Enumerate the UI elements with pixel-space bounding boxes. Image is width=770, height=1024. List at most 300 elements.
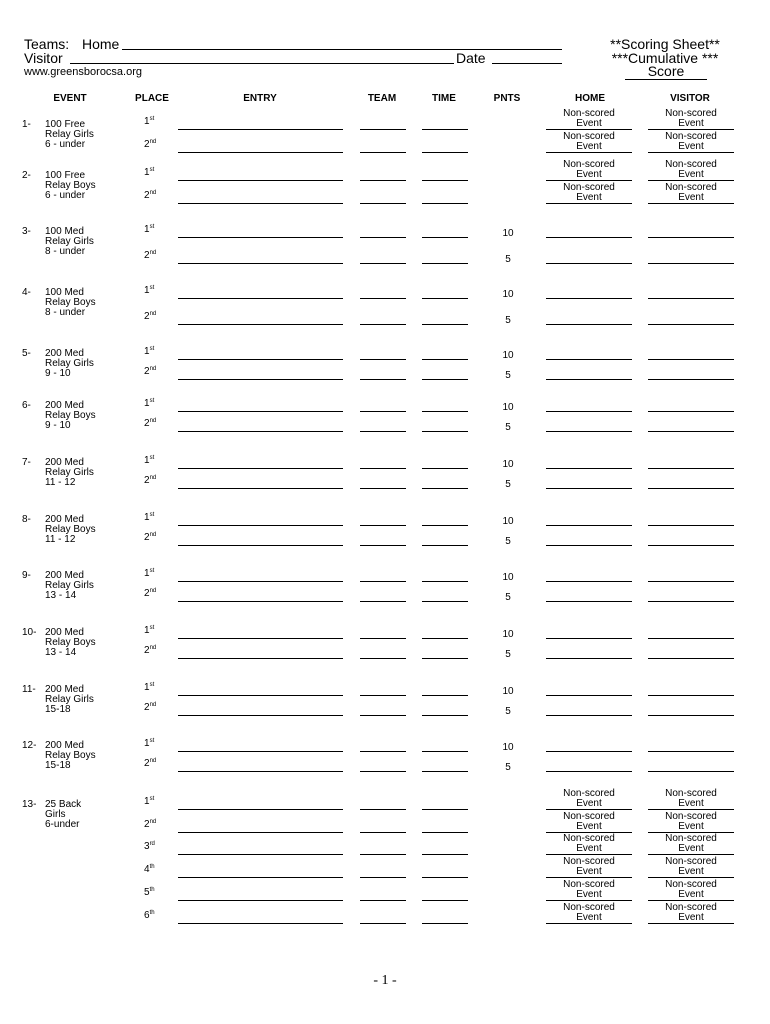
place-number: 2 [144,418,150,429]
time-field[interactable] [422,715,468,716]
home-team-field[interactable] [122,49,562,50]
home-score-field[interactable] [546,638,632,639]
place-label [144,139,156,150]
event-name-line: 200 Med [45,457,84,468]
home-score-field[interactable] [546,379,632,380]
place-label [144,887,155,898]
place-number: 1 [144,346,150,357]
entry-field[interactable] [178,525,343,526]
home-score-field[interactable] [546,431,632,432]
time-field[interactable] [422,379,468,380]
event-name-line: 8 - under [45,246,86,257]
time-field[interactable] [422,545,468,546]
visitor-nonscored-line1: Non-scored [665,131,717,142]
place-suffix: nd [149,190,157,196]
home-nonscored-line1: Non-scored [563,833,615,844]
team-field[interactable] [360,379,406,380]
entry-field[interactable] [178,263,343,264]
visitor-nonscored-line2: Event [678,912,704,923]
entry-field[interactable] [178,237,343,238]
time-field[interactable] [422,468,468,469]
date-field[interactable] [492,63,562,64]
event-number: 11- [22,684,36,695]
entry-field[interactable] [178,180,343,181]
points-value: 5 [505,536,511,547]
time-field[interactable] [422,809,468,810]
team-field[interactable] [360,545,406,546]
home-nonscored-line2: Event [576,843,602,854]
place-number: 2 [144,532,150,543]
team-field[interactable] [360,203,406,204]
visitor-score-field[interactable] [648,809,734,810]
visitor-nonscored-line1: Non-scored [665,811,717,822]
event-name-line: 200 Med [45,570,84,581]
visitor-nonscored-line2: Event [678,843,704,854]
visitor-score-field[interactable] [648,854,734,855]
event-number: 12- [22,740,37,751]
home-nonscored-line2: Event [576,889,602,900]
team-field[interactable] [360,658,406,659]
event-number: 2- [22,170,31,181]
event-name-line: 100 Free [45,119,86,130]
event-name-line: Relay Boys [45,524,96,535]
place-number: 1 [144,682,150,693]
entry-field[interactable] [178,809,343,810]
place-label [144,645,156,656]
visitor-score-field[interactable] [648,771,734,772]
event-name-line: 9 - 10 [45,420,71,431]
team-field[interactable] [360,324,406,325]
place-suffix: nd [149,475,157,481]
points-value: 10 [502,402,514,413]
place-number: 2 [144,139,150,150]
col-visitor: VISITOR [670,93,710,104]
visitor-nonscored-line2: Event [678,169,704,180]
visitor-score-field[interactable] [648,900,734,901]
place-suffix: st [149,346,155,352]
event-name-line: 6 - under [45,190,86,201]
team-field[interactable] [360,809,406,810]
time-field[interactable] [422,771,468,772]
place-suffix: st [149,796,155,802]
team-field[interactable] [360,263,406,264]
time-field[interactable] [422,359,468,360]
place-number: 2 [144,588,150,599]
place-suffix: nd [149,819,157,825]
team-field[interactable] [360,488,406,489]
place-label [144,864,155,875]
place-label [144,702,156,713]
points-value: 10 [502,289,514,300]
team-field[interactable] [360,431,406,432]
place-number: 1 [144,224,150,235]
visitor-score-field[interactable] [648,601,734,602]
visitor-score-field[interactable] [648,751,734,752]
visitor-score-field[interactable] [648,525,734,526]
event-name-line: 15-18 [45,704,71,715]
home-score-field[interactable] [546,923,632,924]
event-number: 4- [22,287,31,298]
time-field[interactable] [422,180,468,181]
points-value: 10 [502,228,514,239]
place-suffix: nd [149,588,157,594]
place-number: 1 [144,625,150,636]
home-score-field[interactable] [546,900,632,901]
place-label [144,796,154,807]
home-score-field[interactable] [546,411,632,412]
place-number: 2 [144,475,150,486]
points-value: 5 [505,649,511,660]
visitor-score-field[interactable] [648,638,734,639]
visitor-nonscored-line2: Event [678,889,704,900]
team-field[interactable] [360,581,406,582]
entry-field[interactable] [178,411,343,412]
visitor-score-field[interactable] [648,359,734,360]
place-label [144,910,155,921]
visitor-score-field[interactable] [648,488,734,489]
place-number: 1 [144,398,150,409]
team-field[interactable] [360,900,406,901]
entry-field[interactable] [178,854,343,855]
home-score-field[interactable] [546,237,632,238]
visitor-score-field[interactable] [648,877,734,878]
home-score-field[interactable] [546,751,632,752]
entry-field[interactable] [178,601,343,602]
event-number: 9- [22,570,31,581]
entry-field[interactable] [178,715,343,716]
entry-field[interactable] [178,832,343,833]
time-field[interactable] [422,488,468,489]
page-number: - 1 - [373,973,397,988]
time-field[interactable] [422,923,468,924]
entry-field[interactable] [178,581,343,582]
place-suffix: nd [149,139,157,145]
event-name-line: 13 - 14 [45,590,77,601]
entry-field[interactable] [178,877,343,878]
visitor-nonscored-line2: Event [678,192,704,203]
entry-field[interactable] [178,152,343,153]
team-field[interactable] [360,854,406,855]
place-label [144,512,154,523]
place-number: 1 [144,167,150,178]
time-field[interactable] [422,263,468,264]
time-field[interactable] [422,877,468,878]
event-name-line: 100 Med [45,226,84,237]
place-label [144,532,156,543]
visitor-score-field[interactable] [648,715,734,716]
place-number: 1 [144,568,150,579]
team-field[interactable] [360,638,406,639]
time-field[interactable] [422,431,468,432]
entry-field[interactable] [178,298,343,299]
home-score-field[interactable] [546,695,632,696]
home-score-field[interactable] [546,581,632,582]
visitor-score-field[interactable] [648,180,734,181]
visitor-nonscored-line2: Event [678,866,704,877]
visitor-score-field[interactable] [648,468,734,469]
place-label [144,738,154,749]
event-name-line: Relay Girls [45,129,94,140]
entry-field[interactable] [178,359,343,360]
home-score-field[interactable] [546,601,632,602]
event-name-line: 11 - 12 [45,534,76,545]
time-field[interactable] [422,638,468,639]
team-field[interactable] [360,715,406,716]
event-name-line: 100 Free [45,170,86,181]
event-name-line: 200 Med [45,514,84,525]
visitor-score-field[interactable] [648,379,734,380]
visitor-nonscored-line1: Non-scored [665,108,717,119]
place-label [144,455,154,466]
visitor-score-field[interactable] [648,581,734,582]
home-nonscored-line1: Non-scored [563,811,615,822]
event-name-line: 200 Med [45,740,84,751]
place-number: 1 [144,116,150,127]
time-field[interactable] [422,324,468,325]
visitor-nonscored-line1: Non-scored [665,833,717,844]
team-field[interactable] [360,129,406,130]
event-name-line: 8 - under [45,307,86,318]
team-field[interactable] [360,877,406,878]
time-field[interactable] [422,411,468,412]
time-field[interactable] [422,695,468,696]
place-number: 4 [144,864,150,875]
home-nonscored-line2: Event [576,169,602,180]
event-name-line: 200 Med [45,684,84,695]
event-number: 13- [22,799,37,810]
col-home: HOME [575,93,605,104]
home-score-field[interactable] [546,263,632,264]
entry-field[interactable] [178,900,343,901]
visitor-nonscored-line2: Event [678,821,704,832]
home-nonscored-line1: Non-scored [563,788,615,799]
place-label [144,346,154,357]
team-field[interactable] [360,525,406,526]
place-number: 6 [144,910,150,921]
team-field[interactable] [360,601,406,602]
home-score-field[interactable] [546,545,632,546]
visitor-score-field[interactable] [648,695,734,696]
home-nonscored-line2: Event [576,912,602,923]
visitor-nonscored-line1: Non-scored [665,788,717,799]
home-score-field[interactable] [546,854,632,855]
entry-field[interactable] [178,545,343,546]
visitor-score-field[interactable] [648,237,734,238]
visitor-score-field[interactable] [648,324,734,325]
home-score-field[interactable] [546,152,632,153]
home-nonscored-line1: Non-scored [563,182,615,193]
home-nonscored-line2: Event [576,141,602,152]
event-name-line: 11 - 12 [45,477,76,488]
place-number: 2 [144,366,150,377]
entry-field[interactable] [178,129,343,130]
place-label [144,285,154,296]
home-score-field[interactable] [546,771,632,772]
time-field[interactable] [422,900,468,901]
time-field[interactable] [422,129,468,130]
visitor-score-field[interactable] [648,411,734,412]
col-time: TIME [432,93,456,104]
time-field[interactable] [422,525,468,526]
points-value: 5 [505,762,511,773]
points-value: 10 [502,686,514,697]
team-field[interactable] [360,152,406,153]
place-label [144,475,156,486]
visitor-score-field[interactable] [648,129,734,130]
time-field[interactable] [422,203,468,204]
entry-field[interactable] [178,468,343,469]
visitor-score-field[interactable] [648,431,734,432]
col-place: PLACE [135,93,169,104]
time-field[interactable] [422,152,468,153]
place-suffix: nd [149,532,157,538]
entry-field[interactable] [178,771,343,772]
home-score-field[interactable] [546,715,632,716]
entry-field[interactable] [178,923,343,924]
visitor-nonscored-line2: Event [678,798,704,809]
place-suffix: nd [149,311,157,317]
points-value: 5 [505,706,511,717]
visitor-score-field[interactable] [648,152,734,153]
team-field[interactable] [360,468,406,469]
place-suffix: rd [149,841,155,847]
home-score-field[interactable] [546,488,632,489]
points-value: 5 [505,370,511,381]
points-value: 10 [502,350,514,361]
entry-field[interactable] [178,488,343,489]
event-name-line: 200 Med [45,348,84,359]
home-score-field[interactable] [546,129,632,130]
place-label [144,398,154,409]
place-suffix: nd [149,702,157,708]
visitor-score-field[interactable] [648,545,734,546]
home-score-field[interactable] [546,809,632,810]
event-name-line: Girls [45,809,66,820]
place-label [144,841,155,852]
visitor-score-field[interactable] [648,298,734,299]
visitor-score-field[interactable] [648,658,734,659]
website-text: www.greensborocsa.org [24,66,143,78]
place-label [144,224,154,235]
time-field[interactable] [422,581,468,582]
team-field[interactable] [360,237,406,238]
entry-field[interactable] [178,203,343,204]
team-field[interactable] [360,832,406,833]
home-score-field[interactable] [546,203,632,204]
points-value: 10 [502,742,514,753]
place-label [144,366,156,377]
team-field[interactable] [360,298,406,299]
visitor-score-field[interactable] [648,923,734,924]
entry-field[interactable] [178,658,343,659]
place-suffix: st [149,682,155,688]
event-name-line: 200 Med [45,400,84,411]
team-field[interactable] [360,751,406,752]
place-label [144,758,156,769]
entry-field[interactable] [178,695,343,696]
home-score-field[interactable] [546,658,632,659]
event-name-line: Relay Boys [45,750,96,761]
entry-field[interactable] [178,638,343,639]
event-name-line: Relay Girls [45,580,94,591]
place-suffix: st [149,625,155,631]
date-label: Date [456,50,486,66]
home-score-field[interactable] [546,468,632,469]
home-score-field[interactable] [546,324,632,325]
team-field[interactable] [360,180,406,181]
place-label [144,167,154,178]
place-suffix: th [149,887,155,893]
time-field[interactable] [422,854,468,855]
time-field[interactable] [422,658,468,659]
home-score-field[interactable] [546,359,632,360]
home-score-field[interactable] [546,298,632,299]
place-suffix: nd [149,418,157,424]
place-number: 1 [144,738,150,749]
event-number: 1- [22,119,31,130]
home-nonscored-line1: Non-scored [563,856,615,867]
event-number: 3- [22,226,31,237]
team-field[interactable] [360,695,406,696]
place-number: 3 [144,841,150,852]
visitor-score-field[interactable] [648,263,734,264]
visitor-team-field[interactable] [70,63,454,64]
team-field[interactable] [360,359,406,360]
time-field[interactable] [422,601,468,602]
teams-label: Teams: [24,36,70,52]
team-field[interactable] [360,923,406,924]
time-field[interactable] [422,237,468,238]
place-suffix: st [149,116,155,122]
event-number: 8- [22,514,31,525]
team-field[interactable] [360,771,406,772]
team-field[interactable] [360,411,406,412]
sheet-title: **Scoring Sheet** [610,36,720,52]
place-label [144,819,156,830]
place-suffix: st [149,568,155,574]
place-number: 2 [144,819,150,830]
visitor-nonscored-line1: Non-scored [665,902,717,913]
place-number: 1 [144,455,150,466]
points-value: 10 [502,459,514,470]
event-name-line: 6 - under [45,139,86,150]
event-number: 7- [22,457,31,468]
time-field[interactable] [422,751,468,752]
entry-field[interactable] [178,324,343,325]
place-label [144,568,154,579]
time-field[interactable] [422,298,468,299]
place-suffix: th [149,864,155,870]
place-suffix: nd [149,366,157,372]
entry-field[interactable] [178,379,343,380]
place-label [144,418,156,429]
home-score-field[interactable] [546,525,632,526]
home-score-field[interactable] [546,180,632,181]
visitor-score-field[interactable] [648,203,734,204]
home-label: Home [82,36,120,52]
place-number: 2 [144,250,150,261]
home-nonscored-line2: Event [576,118,602,129]
entry-field[interactable] [178,751,343,752]
event-name-line: 200 Med [45,627,84,638]
entry-field[interactable] [178,431,343,432]
home-nonscored-line1: Non-scored [563,159,615,170]
col-entry: ENTRY [243,93,277,104]
place-number: 2 [144,702,150,713]
place-suffix: st [149,455,155,461]
time-field[interactable] [422,832,468,833]
home-score-field[interactable] [546,877,632,878]
